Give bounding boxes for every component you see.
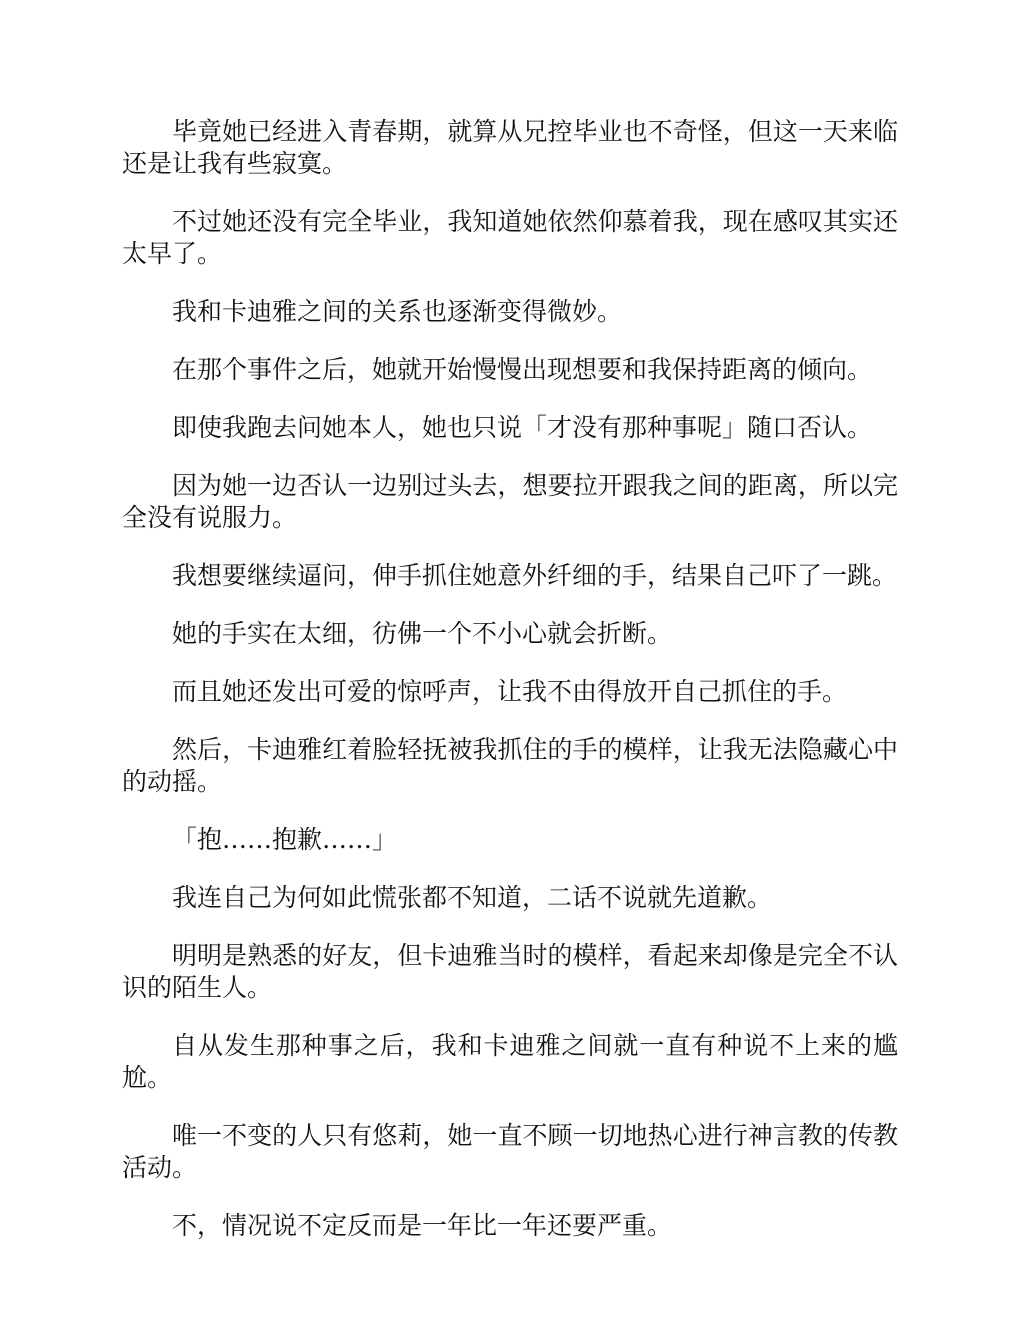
paragraph-9: 而且她还发出可爱的惊呼声，让我不由得放开自己抓住的手。 bbox=[172, 677, 848, 706]
paragraph-15: 唯一不变的人只有悠莉，她一直不顾一切地热心进行神言教的传教活动。 bbox=[122, 1121, 898, 1182]
paragraph-16: 不，情况说不定反而是一年比一年还要严重。 bbox=[172, 1211, 673, 1240]
paragraph-11: 「抱……抱歉……」 bbox=[172, 825, 398, 854]
paragraph-6: 因为她一边否认一边别过头去，想要拉开跟我之间的距离，所以完全没有说服力。 bbox=[122, 471, 898, 532]
paragraph-2: 不过她还没有完全毕业，我知道她依然仰慕着我，现在感叹其实还太早了。 bbox=[122, 207, 898, 268]
paragraph-4: 在那个事件之后，她就开始慢慢出现想要和我保持距离的倾向。 bbox=[172, 355, 873, 384]
paragraph-12: 我连自己为何如此慌张都不知道，二话不说就先道歉。 bbox=[172, 883, 773, 912]
paragraph-10: 然后，卡迪雅红着脸轻抚被我抓住的手的模样，让我无法隐藏心中的动摇。 bbox=[122, 735, 898, 796]
paragraph-5: 即使我跑去问她本人，她也只说「才没有那种事呢」随口否认。 bbox=[172, 413, 873, 442]
paragraph-7: 我想要继续逼问，伸手抓住她意外纤细的手，结果自己吓了一跳。 bbox=[172, 561, 898, 590]
paragraph-3: 我和卡迪雅之间的关系也逐渐变得微妙。 bbox=[172, 297, 623, 326]
paragraph-13: 明明是熟悉的好友，但卡迪雅当时的模样，看起来却像是完全不认识的陌生人。 bbox=[122, 941, 898, 1002]
paragraph-8: 她的手实在太细，彷佛一个不小心就会折断。 bbox=[172, 619, 673, 648]
paragraph-14: 自从发生那种事之后，我和卡迪雅之间就一直有种说不上来的尴尬。 bbox=[122, 1031, 898, 1092]
paragraph-1: 毕竟她已经进入青春期，就算从兄控毕业也不奇怪，但这一天来临还是让我有些寂寞。 bbox=[122, 117, 898, 178]
